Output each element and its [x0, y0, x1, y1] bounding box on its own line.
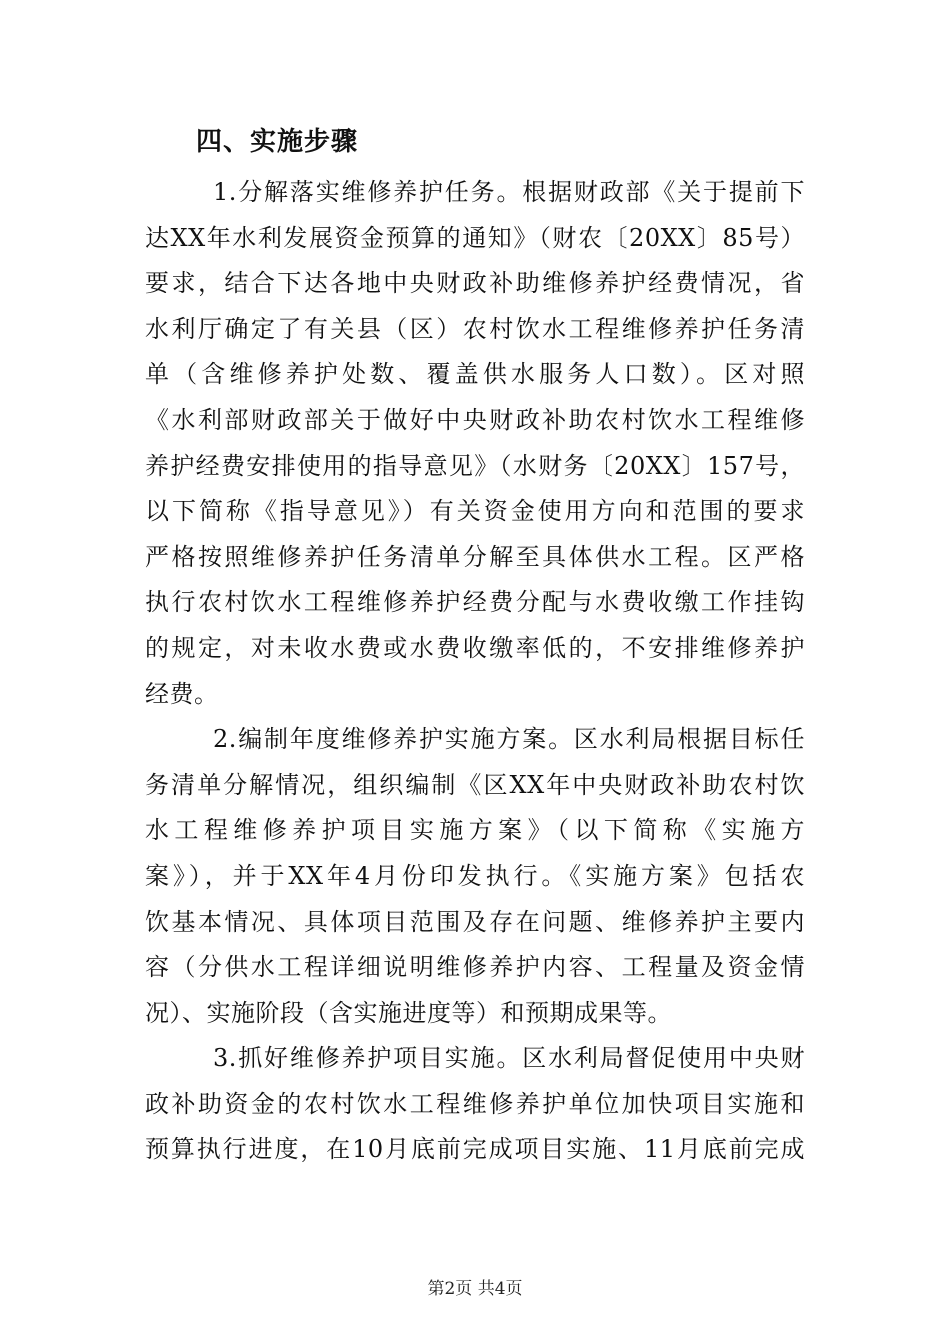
paragraph-1-line-2: 达XX年水利发展资金预算的通知》（财农〔20XX〕85号）: [145, 223, 805, 252]
paragraph-1-line-3: 要求，结合下达各地中央财政补助维修养护经费情况，省: [145, 269, 805, 298]
paragraph-1-line-12: 经费。: [145, 679, 219, 708]
section-heading: 四、实施步骤: [196, 127, 359, 157]
paragraph-2-line-4: 案》），并于XX年4月份印发执行。《实施方案》包括农: [145, 861, 805, 890]
paragraph-1-line-9: 严格按照维修养护任务清单分解至具体供水工程。区严格: [145, 542, 805, 571]
paragraph-2-line-2: 务清单分解情况，组织编制《区XX年中央财政补助农村饮: [145, 770, 805, 799]
paragraph-1-line-1: 1.分解落实维修养护任务。根据财政部《关于提前下: [213, 178, 805, 206]
paragraph-3-line-3: 预算执行进度，在10月底前完成项目实施、11月底前完成: [145, 1135, 805, 1164]
paragraph-1-line-10: 执行农村饮水工程维修养护经费分配与水费收缴工作挂钩: [145, 588, 805, 617]
paragraph-1-line-11: 的规定，对未收水费或水费收缴率低的，不安排维修养护: [145, 633, 805, 662]
paragraph-3-line-1: 3.抓好维修养护项目实施。区水利局督促使用中央财: [213, 1044, 805, 1073]
paragraph-3-line-2: 政补助资金的农村饮水工程维修养护单位加快项目实施和: [145, 1089, 805, 1118]
paragraph-2-line-1: 2.编制年度维修养护实施方案。区水利局根据目标任: [213, 725, 805, 754]
paragraph-2-line-7: 况）、实施阶段（含实施进度等）和预期成果等。: [145, 998, 672, 1027]
paragraph-1-line-8: 以下简称《指导意见》）有关资金使用方向和范围的要求: [145, 497, 805, 526]
paragraph-2-line-6: 容（分供水工程详细说明维修养护内容、工程量及资金情: [145, 953, 805, 982]
page-footer: 第2页 共4页: [427, 1279, 523, 1299]
paragraph-1-line-4: 水利厅确定了有关县（区）农村饮水工程维修养护任务清: [145, 314, 805, 343]
paragraph-1-line-7: 养护经费安排使用的指导意见》（水财务〔20XX〕157号，: [145, 451, 805, 480]
body-text: [145, 170, 805, 1173]
paragraph-1-line-6: 《水利部财政部关于做好中央财政补助农村饮水工程维修: [145, 405, 805, 434]
paragraph-1-line-5: 单（含维修养护处数、覆盖供水服务人口数）。区对照: [145, 360, 805, 389]
paragraph-2-line-5: 饮基本情况、具体项目范围及存在问题、维修养护主要内: [145, 907, 805, 936]
paragraph-2-line-3: 水工程维修养护项目实施方案》（以下简称《实施方: [145, 816, 805, 845]
